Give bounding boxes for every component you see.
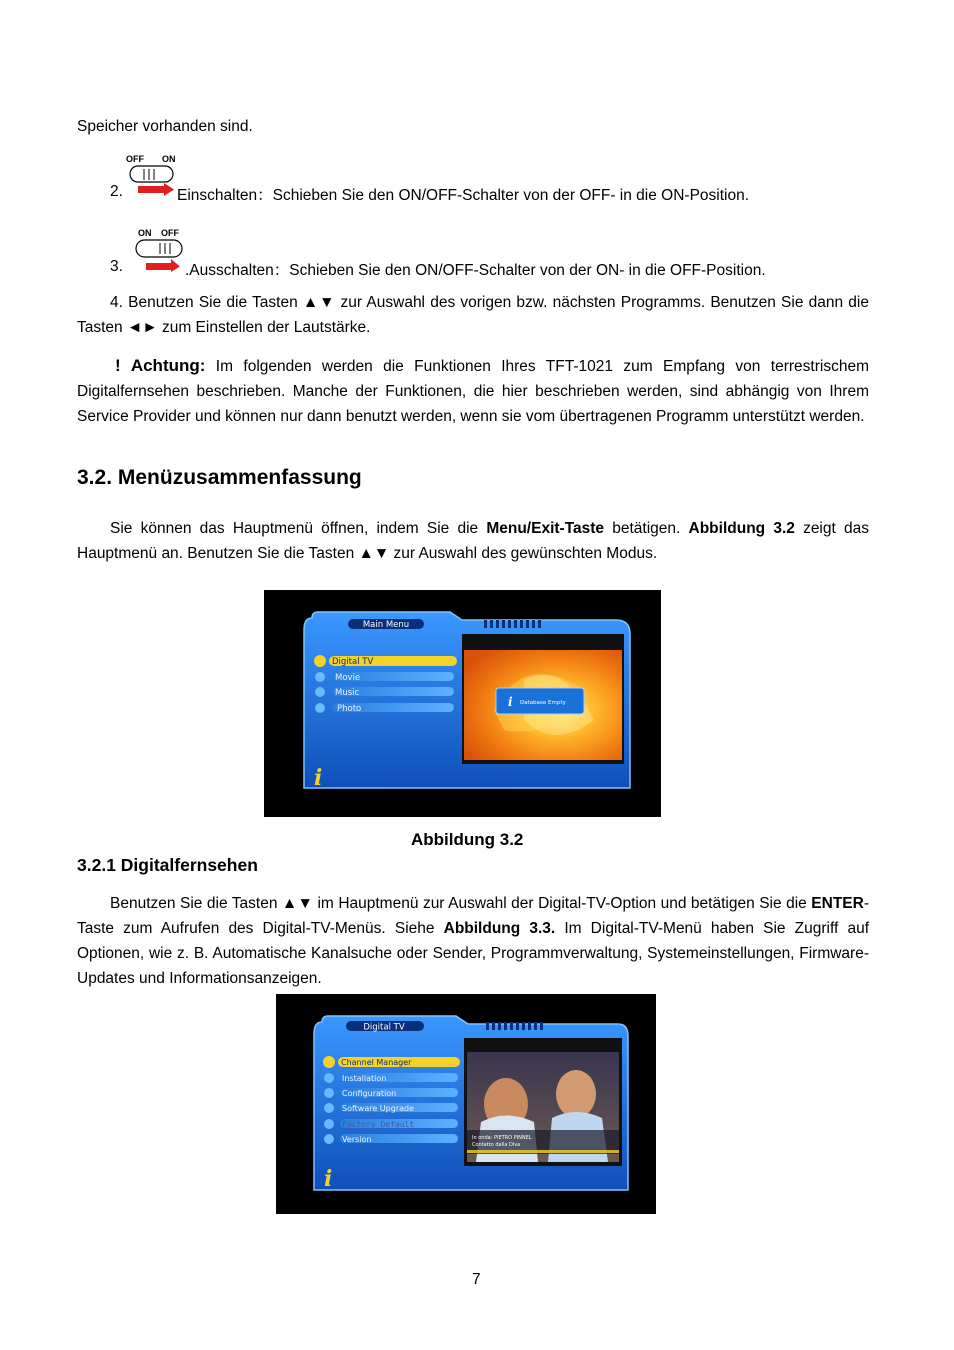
section-paragraph bbox=[77, 516, 869, 566]
osd2-item-4: Software Upgrade bbox=[342, 1104, 415, 1113]
step4-text: 4. Benutzen Sie die Tasten ▲▼ zur Auswahl des vorigen bzw. nächsten Programms. Benutzen Sie dann die Tasten ◄► zum Einstellen der Lautstärke. bbox=[77, 294, 869, 336]
figure-caption: Abbildung 3.2 bbox=[411, 830, 524, 849]
section-para-text-3: zeigt das Hauptmenü an. Benutzen Sie die Tasten ▲▼ zur Auswahl des gewünschten Modus. bbox=[77, 520, 869, 562]
section-para-text-2: betätigen. bbox=[604, 520, 689, 537]
osd2-item-5: Factory Default bbox=[342, 1120, 415, 1129]
subsection-para-text-1: Benutzen Sie die Tasten ▲▼ im Hauptmenü zur Auswahl der Digital-TV-Option und betätigen Sie die bbox=[110, 895, 812, 912]
subsection-title: 3.2.1 Digitalfernsehen bbox=[77, 855, 258, 875]
osd-menu-title-2: Digital TV bbox=[363, 1022, 405, 1033]
switch-off-icon bbox=[134, 226, 189, 272]
switch-left-label: OFF bbox=[126, 154, 144, 164]
figure-reference: Abbildung 3.2 bbox=[688, 520, 795, 537]
enter-key-label: ENTER bbox=[811, 895, 864, 912]
step3-number: 3. bbox=[110, 258, 123, 275]
page-number: 7 bbox=[472, 1271, 481, 1288]
switch-on-icon bbox=[124, 153, 179, 197]
video-caption-2: Contatto dalla Diva bbox=[472, 1142, 521, 1148]
osd-item-1: Digital TV bbox=[332, 657, 374, 667]
video-caption-1: In onda: PIETRO PINNEL bbox=[472, 1135, 532, 1141]
osd-menu-title: Main Menu bbox=[362, 620, 410, 630]
switch-left-label: ON bbox=[138, 228, 152, 238]
info-icon: i bbox=[314, 765, 323, 791]
osd2-item-3: Configuration bbox=[342, 1089, 397, 1098]
subsection-para-text-3: Im Digital-TV-Menü haben Sie Zugriff auf Optionen, wie z. B. Automatische Kanalsuche oder Sender, Programmverwaltung, Systemeinstellungen, Firmware-Updates und Informationsanzeigen. bbox=[77, 920, 869, 987]
switch-right-label: ON bbox=[162, 154, 176, 164]
step4-paragraph bbox=[77, 290, 869, 340]
warning-label: ! Achtung: bbox=[115, 356, 206, 375]
osd2-item-6: Version bbox=[342, 1135, 372, 1144]
digital-tv-menu-screenshot bbox=[276, 994, 656, 1214]
main-menu-screenshot bbox=[264, 590, 661, 817]
section-title: 3.2. Menüzusammenfassung bbox=[77, 466, 362, 489]
osd-popup-text: Database Empty bbox=[520, 700, 566, 706]
osd-item-3: Music bbox=[335, 688, 360, 698]
figure-reference-2: Abbildung 3.3. bbox=[443, 920, 556, 937]
section-para-text-1: Sie können das Hauptmenü öffnen, indem Sie die bbox=[110, 520, 487, 537]
subsection-para-text-2: -Taste zum Aufrufen des Digital-TV-Menüs. Siehe bbox=[77, 895, 869, 937]
step3-text: .Ausschalten：Schieben Sie den ON/OFF-Schalter von der ON- in die OFF-Position. bbox=[185, 262, 766, 279]
osd-item-2: Movie bbox=[335, 673, 361, 683]
svg-text:i: i bbox=[508, 695, 513, 709]
menu-exit-key-label: Menu/Exit-Taste bbox=[486, 520, 605, 537]
step2-number: 2. bbox=[110, 183, 123, 200]
osd2-item-2: Installation bbox=[342, 1074, 387, 1083]
subsection-paragraph bbox=[77, 891, 869, 991]
osd-item-4: Photo bbox=[337, 704, 362, 714]
step2-text: Einschalten：Schieben Sie den ON/OFF-Schalter von der OFF- in die ON-Position. bbox=[177, 187, 750, 204]
warning-paragraph bbox=[77, 353, 869, 429]
info-icon: i bbox=[324, 1166, 333, 1192]
warning-text: Im folgenden werden die Funktionen Ihres TFT-1021 zum Empfang von terrestrischem Digitalfernsehen beschrieben. Manche der Funktionen, die hier beschrieben werden, sind abhängig von Ihrem Service Provider und können nur dann benutzt werden, wenn sie vom übertragenen Programm unterstützt werden. bbox=[77, 358, 869, 425]
text-line-top: Speicher vorhanden sind. bbox=[77, 118, 253, 135]
osd2-item-1: Channel Manager bbox=[341, 1058, 412, 1067]
switch-right-label: OFF bbox=[161, 228, 179, 238]
